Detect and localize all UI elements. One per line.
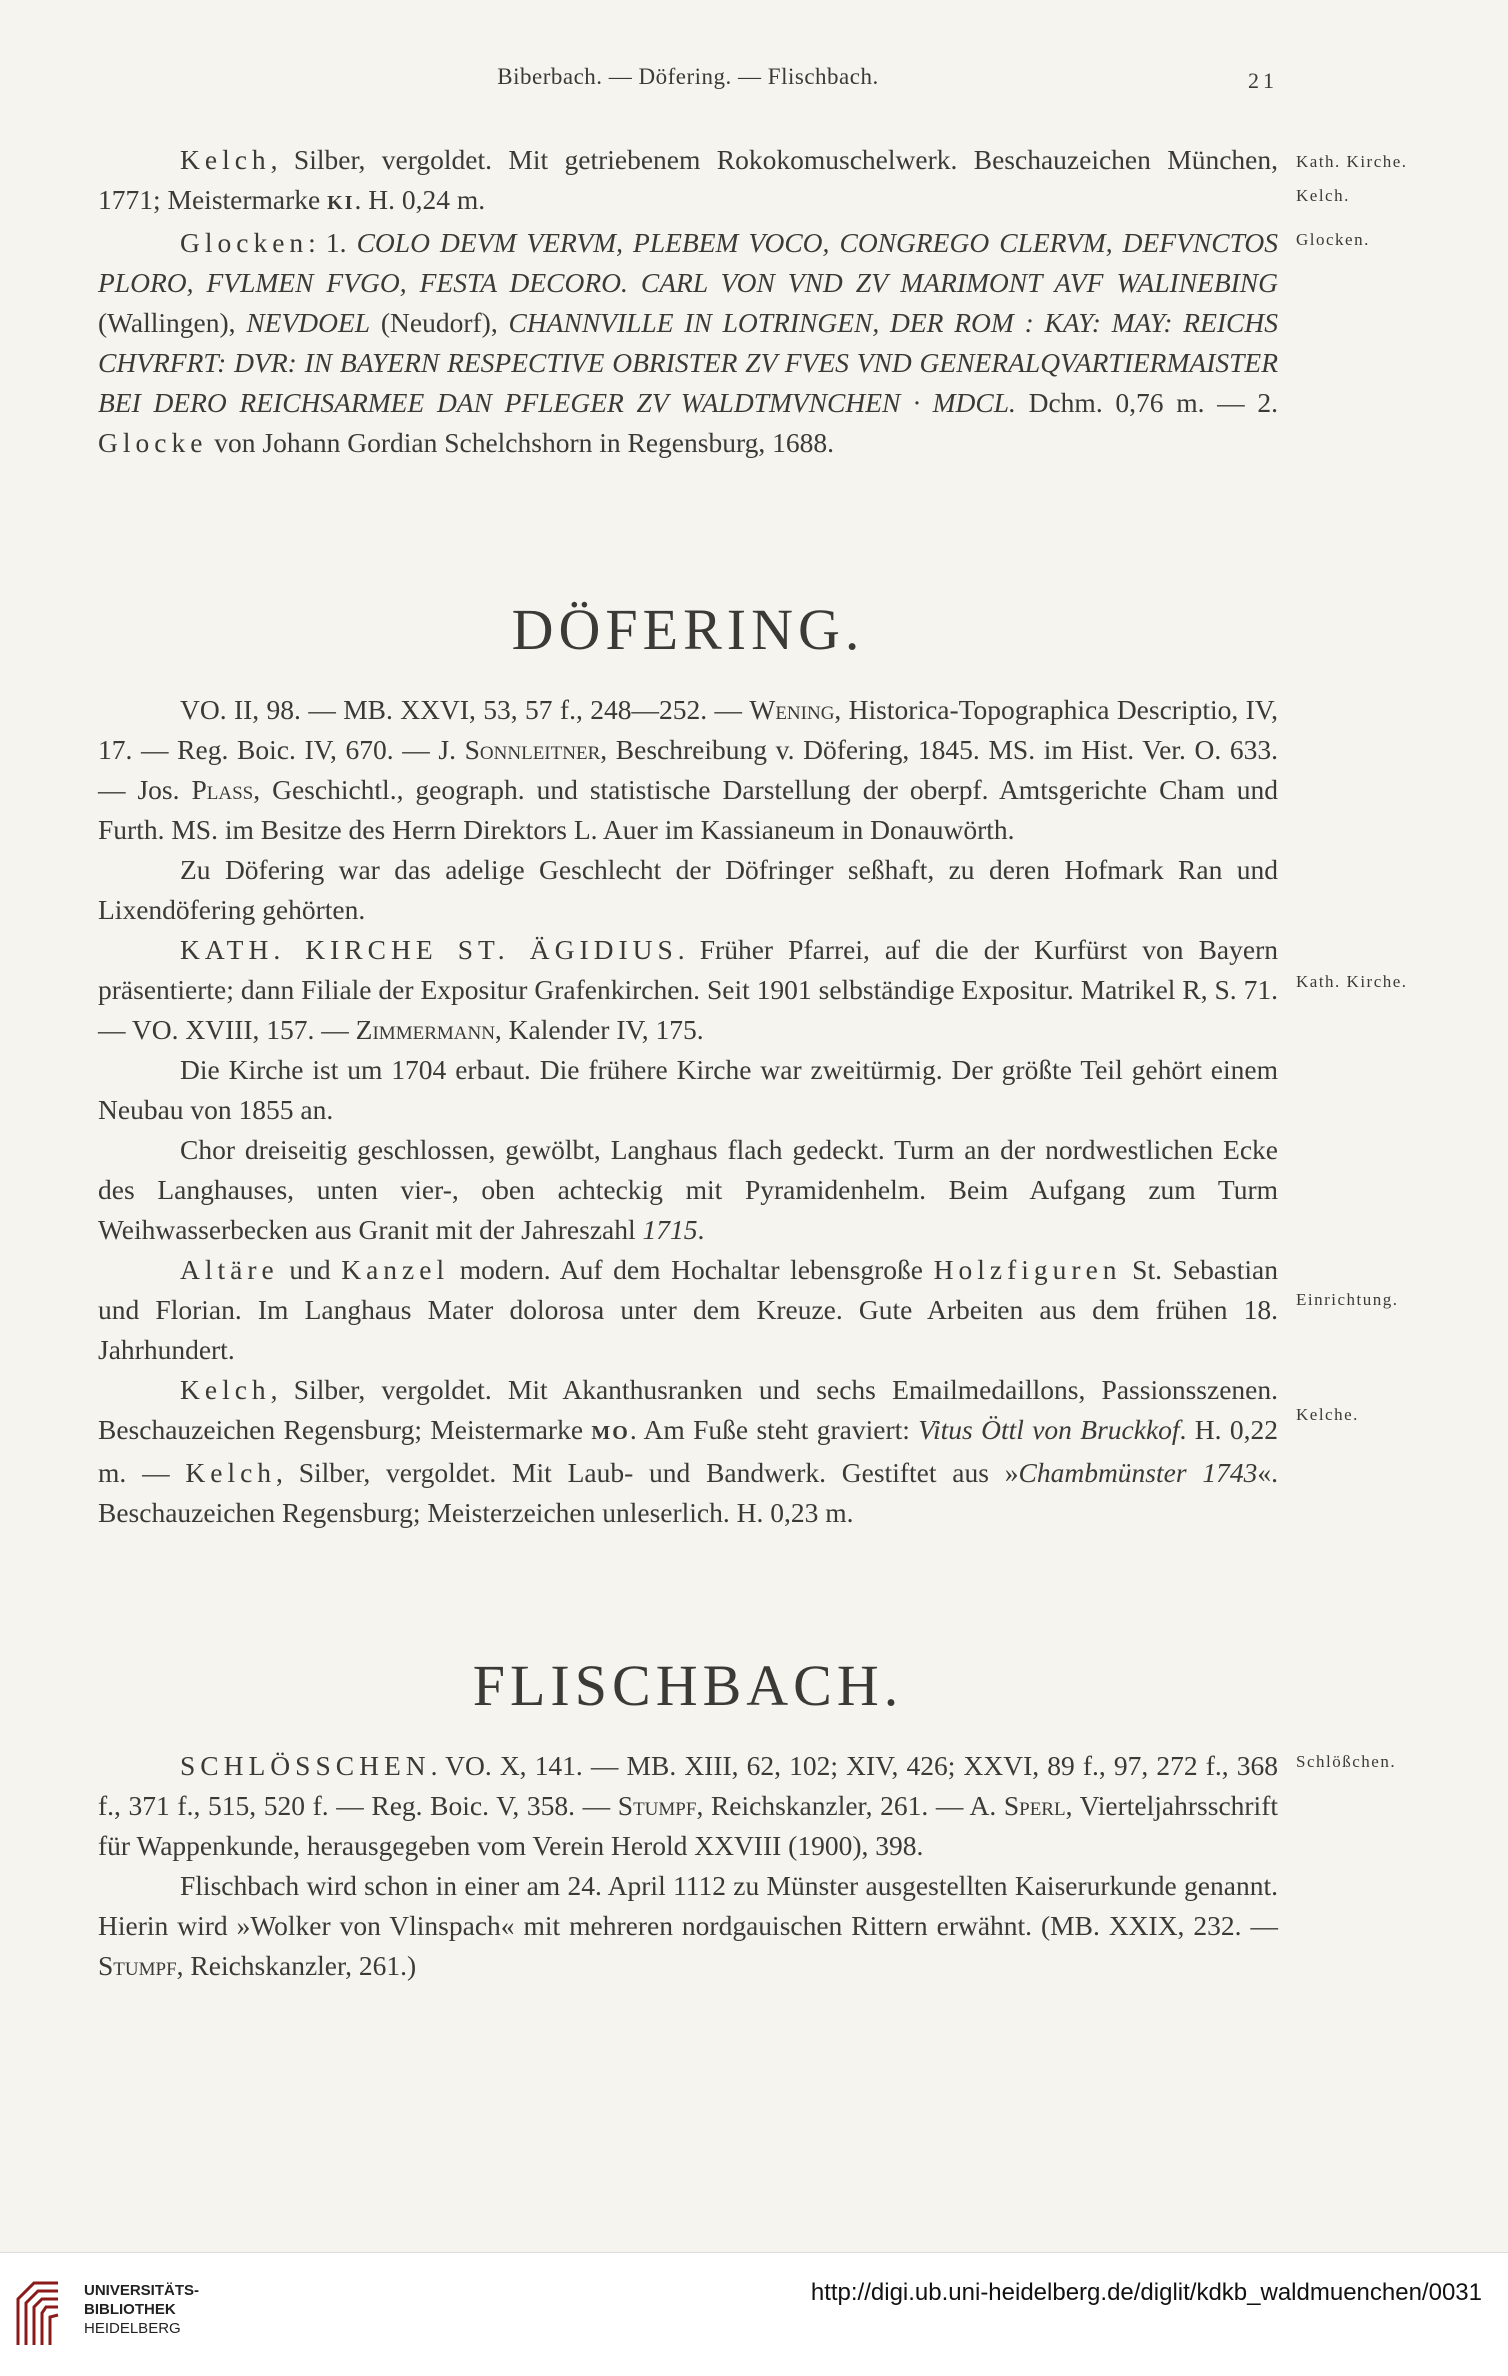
- heading-doefering: DÖFERING.: [511, 597, 865, 662]
- paragraph-geschlecht: Zu Döfering war das adelige Geschlecht der Döfringer seßhaft, zu deren Hofmark Ran und Lixendöfering gehörten.: [98, 854, 1278, 925]
- meistermarke: MO: [591, 1422, 630, 1444]
- running-head: [98, 64, 1278, 104]
- paragraph-glocken: Glocken: 1. COLO DEVM VERVM, PLEBEM VOCO, CONGREGO CLERVM, DEFVNCTOS PLORO, FVLMEN FVGO, FESTA DECORO. CARL VON VND ZV MARIMONT AVF WALINEBING (Wallingen), NEVDOEL (Neudorf), CHANNVILLE IN LOTRINGEN, DER ROM : KAY: MAY: REICHS CHVRFRT: DVR: IN BAYERN RESPECTIVE OBRISTER ZV FVES VND GENERALQVARTIERMAISTER BEI DERO REICHSARMEE DAN PFLEGER ZV WALDTMVNCHEN · MDCL. Dchm. 0,76 m. — 2. Glocke von Johann Gordian Schelchshorn in Regensburg, 1688.: [98, 227, 1279, 458]
- paragraph-erbaut: Die Kirche ist um 1704 erbaut. Die frühere Kirche war zweitürmig. Der größte Teil gehört einem Neubau von 1855 an.: [98, 1054, 1278, 1125]
- meistermarke: KI: [327, 192, 355, 214]
- source-url[interactable]: http://digi.ub.uni-heidelberg.de/diglit/kdkb_waldmuenchen/0031: [810, 2279, 1482, 2306]
- digitization-footer: [0, 2252, 1508, 2376]
- bell-inscription: COLO DEVM VERVM, PLEBEM VOCO, CONGREGO CLERVM, DEFVNCTOS PLORO, FVLMEN FVGO, FESTA DECORO. CARL VON VND ZV MARIMONT AVF WALINEBING: [98, 227, 1279, 298]
- paragraph-kelche: Kelch, Silber, vergoldet. Mit Akanthusranken und sechs Emailmedaillons, Passionsszenen. Beschauzeichen Regensburg; Meistermarke MO. Am Fuße steht graviert: Vitus Öttl von Bruckkof. H. 0,22 m. — Kelch, Silber, vergoldet. Mit Laub- und Bandwerk. Gestiftet aus »Chambmünster 1743«. Beschauzeichen Regensburg; Meisterzeichen unleserlich. H. 0,23 m.: [98, 1374, 1278, 1528]
- paragraph-kelch: Kelch, Silber, vergoldet. Mit getriebenem Rokokomuschelwerk. Beschauzeichen München, 1771; Meistermarke KI. H. 0,24 m.: [98, 144, 1278, 215]
- page-number: 21: [1248, 68, 1278, 93]
- paragraph-altaere: Altäre und Kanzel modern. Auf dem Hochaltar lebensgroße Holzfiguren St. Sebastian und Florian. Im Langhaus Mater dolorosa unter dem Kreuze. Gute Arbeiten aus dem frühen 18. Jahrhundert.: [98, 1254, 1278, 1365]
- paragraph-schloesschen: SCHLÖSSCHEN. VO. X, 141. — MB. XIII, 62, 102; XIV, 426; XXVI, 89 f., 97, 272 f., 368 f., 371 f., 515, 520 f. — Reg. Boic. V, 358. — Stumpf, Reichskanzler, 261. — A. Sperl, Vierteljahrsschrift für Wappenkunde, herausgegeben vom Verein Herold XXVIII (1900), 398.: [98, 1750, 1278, 1861]
- library-name: UNIVERSITÄTS- BIBLIOTHEK HEIDELBERG: [84, 2282, 200, 2337]
- paragraph-kirche: KATH. KIRCHE ST. ÄGIDIUS. Früher Pfarrei, auf die der Kurfürst von Bayern präsentierte; dann Filiale der Expositur Grafenkirchen. Seit 1901 selbständige Expositur. Matrikel R, S. 71. — VO. XVIII, 157. — Zimmermann, Kalender IV, 175.: [98, 934, 1279, 1045]
- marginal-kath-kirche: Kath. Kirche.: [1296, 152, 1408, 171]
- marginal-kelche: Kelche.: [1296, 1405, 1359, 1424]
- marginal-schloesschen: Schlößchen.: [1296, 1752, 1397, 1771]
- paragraph-urkunde: Flischbach wird schon in einer am 24. April 1112 zu Münster ausgestellten Kaiserurkunde genannt. Hierin wird »Wolker von Vlinspach« mit mehreren nordgauischen Rittern erwähnt. (MB. XXIX, 232. — Stumpf, Reichskanzler, 261.): [98, 1870, 1278, 1981]
- marginal-einrichtung: Einrichtung.: [1296, 1290, 1399, 1309]
- marginal-kath-kirche: Kath. Kirche.: [1296, 972, 1408, 991]
- paragraph-chor: Chor dreiseitig geschlossen, gewölbt, Langhaus flach gedeckt. Turm an der nordwestlichen Ecke des Langhauses, unten vier-, oben achteckig mit Pyramidenhelm. Beim Aufgang zum Turm Weihwasserbecken aus Granit mit der Jahreszahl 1715.: [98, 1134, 1278, 1245]
- library-logo-icon: [12, 2275, 64, 2351]
- marginal-glocken: Glocken.: [1296, 230, 1370, 249]
- section-flischbach: [98, 1746, 1278, 1986]
- entry-biberbach-continued: [98, 140, 1278, 463]
- marginal-kelch: Kelch.: [1296, 186, 1350, 205]
- paragraph-references: VO. II, 98. — MB. XXVI, 53, 57 f., 248—252. — Wening, Historica-Topographica Descriptio, IV, 17. — Reg. Boic. IV, 670. — J. Sonnleitner, Beschreibung v. Döfering, 1845. MS. im Hist. Ver. O. 633. — Jos. Plass, Geschichtl., geograph. und statistische Darstellung der oberpf. Amtsgerichte Cham und Furth. MS. im Besitze des Herrn Direktors L. Auer im Kassianeum in Donauwörth.: [98, 694, 1278, 845]
- heading-flischbach: FLISCHBACH.: [472, 1653, 904, 1718]
- running-title: Biberbach. — Döfering. — Flischbach.: [497, 64, 879, 89]
- section-doefering: [98, 690, 1278, 1533]
